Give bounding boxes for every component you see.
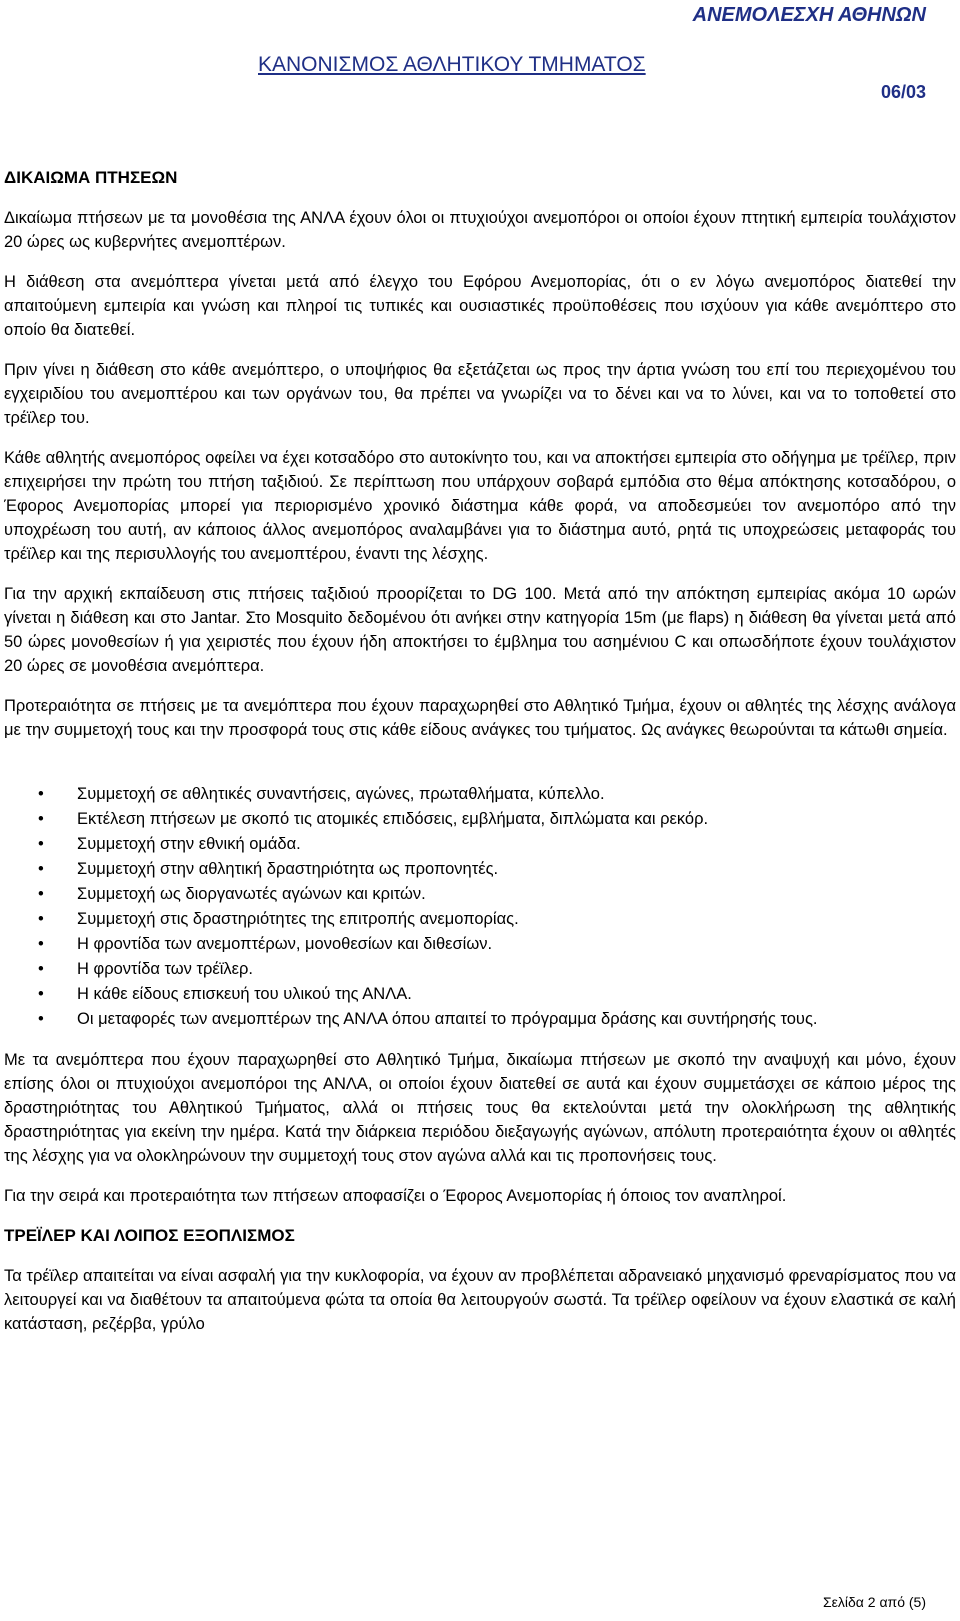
paragraph: Για την σειρά και προτεραιότητα των πτήσεων αποφασίζει ο Έφορος Ανεμοπορίας ή όποιος τον αναπληροί. bbox=[4, 1187, 787, 1205]
paragraph: Κάθε αθλητής ανεμοπόρος οφείλει να έχει κοτσαδόρο στο αυτοκίνητο του, και να αποκτήσει εμπειρία στο οδήγημα με τρέϊλερ, πριν επιχειρήσει την πρώτη του πτήση ταξιδιού. Σε περίπτωση που υπάρχουν σοβαρά εμπόδια στο θέμα απόκτησης κοτσαδόρου, ο Έφορος Ανεμοπορίας μπορεί για περιορισμένο χρονικό διάστημα κάθε φορά, να αποδεσμεύει τον ανεμοπόρο από την υποχρέωση του αυτή, αν κάποιος άλλος ανεμοπόρος αναλαμβάνει για το διάστημα αυτό, ρητά τις υποχρεώσεις μεταφοράς του τρέϊλερ και της περισυλλογής του ανεμοπτέρου, έναντι της λέσχης. bbox=[4, 449, 956, 563]
list-item-text: Συμμετοχή στην αθλητική δραστηριότητα ως προπονητές. bbox=[77, 860, 499, 878]
section-heading-flight-rights: ΔΙΚΑΙΩΜΑ ΠΤΗΣΕΩΝ bbox=[4, 168, 178, 187]
bullet-icon: • bbox=[38, 935, 44, 953]
list-item-text: Συμμετοχή στην εθνική ομάδα. bbox=[77, 835, 301, 853]
paragraph: Πριν γίνει η διάθεση στο κάθε ανεμόπτερο, ο υποψήφιος θα εξετάζεται ως προς την άρτια γνώση του επί του περιεχομένου του εγχειριδίου του ανεμοπτέρου και των οργάνων του, θα πρέπει να γνωρίζει να το δένει και να το λύνει, και να το τοποθετεί στο τρέϊλερ του. bbox=[4, 361, 956, 427]
list-item-text: Οι μεταφορές των ανεμοπτέρων της ΑΝΛΑ όπου απαιτεί το πρόγραμμα δράσης και συντήρησής τους. bbox=[77, 1010, 818, 1028]
list-item-text: Εκτέλεση πτήσεων με σκοπό τις ατομικές επιδόσεις, εμβλήματα, διπλώματα και ρεκόρ. bbox=[77, 810, 709, 828]
paragraph: Με τα ανεμόπτερα που έχουν παραχωρηθεί στο Αθλητικό Τμήμα, δικαίωμα πτήσεων με σκοπό την αναψυχή και μόνο, έχουν επίσης όλοι οι πτυχιούχοι ανεμοπόροι της ΑΝΛΑ, οι οποίοι έχουν διατεθεί σε αυτά και έχουν συμμετάσχει σε κάποιο μέρος της δραστηριότητας του Αθλητικού Τμήματος, αλλά οι πτήσεις τους θα εκτελούνται μετά την ολοκλήρωση της αθλητικής δραστηριότητας για εκείνη την ημέρα. Κατά την διάρκεια περιόδου διεξαγωγής αγώνων, απόλυτη προτεραιότητα έχουν οι αθλητές της λέσχης για να ολοκληρώνουν την συμμετοχή τους στον αγώνα αλλά και τις προπονήσεις τους. bbox=[4, 1051, 956, 1165]
page-number: Σελίδα 2 από (5) bbox=[823, 1594, 926, 1610]
needs-list bbox=[4, 782, 956, 1032]
list-item-text: Η φροντίδα των τρέϊλερ. bbox=[77, 960, 254, 978]
paragraph: Η διάθεση στα ανεμόπτερα γίνεται μετά από έλεγχο του Εφόρου Ανεμοπορίας, ότι ο εν λόγω ανεμοπόρος διατεθεί την απαιτούμενη εμπειρία και γνώση και πληροί τις τυπικές και ουσιαστικές προϋποθέσεις που ισχύουν για κάθε ανεμόπτερο στο οποίο θα διατεθεί. bbox=[4, 273, 956, 339]
bullet-icon: • bbox=[38, 1010, 44, 1028]
list-item-text: Συμμετοχή στις δραστηριότητες της επιτροπής ανεμοπορίας. bbox=[77, 910, 519, 928]
list-item bbox=[4, 807, 956, 832]
bullet-icon: • bbox=[38, 860, 44, 878]
document-title: ΚΑΝΟΝΙΣΜΟΣ ΑΘΛΗΤΙΚΟΥ ΤΜΗΜΑΤΟΣ bbox=[258, 53, 646, 76]
list-item bbox=[4, 982, 956, 1007]
bullet-icon: • bbox=[38, 960, 44, 978]
list-item bbox=[4, 832, 956, 857]
paragraph: Δικαίωμα πτήσεων με τα μονοθέσια της ΑΝΛΑ έχουν όλοι οι πτυχιούχοι ανεμοπόροι οι οποίοι έχουν πτητική εμπειρία τουλάχιστον 20 ώρες ως κυβερνήτες ανεμοπτέρων. bbox=[4, 209, 956, 251]
list-item bbox=[4, 782, 956, 807]
section-heading-trailers: ΤΡΕΪΛΕΡ ΚΑΙ ΛΟΙΠΟΣ ΕΞΟΠΛΙΣΜΟΣ bbox=[4, 1226, 295, 1245]
bullet-icon: • bbox=[38, 885, 44, 903]
bullet-icon: • bbox=[38, 835, 44, 853]
list-item bbox=[4, 882, 956, 907]
paragraph: Προτεραιότητα σε πτήσεις με τα ανεμόπτερα που έχουν παραχωρηθεί στο Αθλητικό Τμήμα, έχουν οι αθλητές της λέσχης ανάλογα με την συμμετοχή τους και την προσφορά τους στις κάθε είδους ανάγκες του τμήματος. Ως ανάγκες θεωρούνται τα κάτωθι σημεία. bbox=[4, 697, 956, 739]
bullet-icon: • bbox=[38, 910, 44, 928]
bullet-icon: • bbox=[38, 785, 44, 803]
document-body bbox=[4, 166, 956, 1352]
list-item-text: Η κάθε είδους επισκευή του υλικού της ΑΝΛΑ. bbox=[77, 985, 412, 1003]
list-item bbox=[4, 857, 956, 882]
bullet-icon: • bbox=[38, 810, 44, 828]
document-code: 06/03 bbox=[880, 82, 926, 102]
list-item bbox=[4, 907, 956, 932]
list-item-text: Η φροντίδα των ανεμοπτέρων, μονοθεσίων και διθεσίων. bbox=[77, 935, 493, 953]
list-item bbox=[4, 1007, 956, 1032]
list-item-text: Συμμετοχή ως διοργανωτές αγώνων και κριτών. bbox=[77, 885, 426, 903]
list-item bbox=[4, 957, 956, 982]
paragraph: Τα τρέϊλερ απαιτείται να είναι ασφαλή για την κυκλοφορία, να έχουν αν προβλέπεται αδρανειακό μηχανισμό φρεναρίσματος που να λειτουργεί και να διαθέτουν τα απαιτούμενα φώτα τα οποία θα λειτουργούν σωστά. Τα τρέϊλερ οφείλουν να έχουν ελαστικά σε καλή κατάσταση, ρεζέρβα, γρύλο bbox=[4, 1267, 956, 1333]
list-item-text: Συμμετοχή σε αθλητικές συναντήσεις, αγώνες, πρωταθλήματα, κύπελλο. bbox=[77, 785, 605, 803]
paragraph: Για την αρχική εκπαίδευση στις πτήσεις ταξιδιού προορίζεται το DG 100. Μετά από την απόκτηση εμπειρίας ακόμα 10 ωρών γίνεται η διάθεση και στο Jantar. Στο Mosquito δεδομένου ότι ανήκει στην κατηγορία 15m (με flaps) η διάθεση θα γίνεται μετά από 50 ώρες μονοθεσίων ή για χειριστές που έχουν ήδη αποκτήσει το έμβλημα του ασημένιου C και οπωσδήποτε έχουν τουλάχιστον 20 ώρες σε μονοθέσια ανεμόπτερα. bbox=[4, 585, 956, 675]
organization-name: ΑΝΕΜΟΛΕΣΧΗ ΑΘΗΝΩΝ bbox=[692, 4, 926, 26]
list-item bbox=[4, 932, 956, 957]
bullet-icon: • bbox=[38, 985, 44, 1003]
